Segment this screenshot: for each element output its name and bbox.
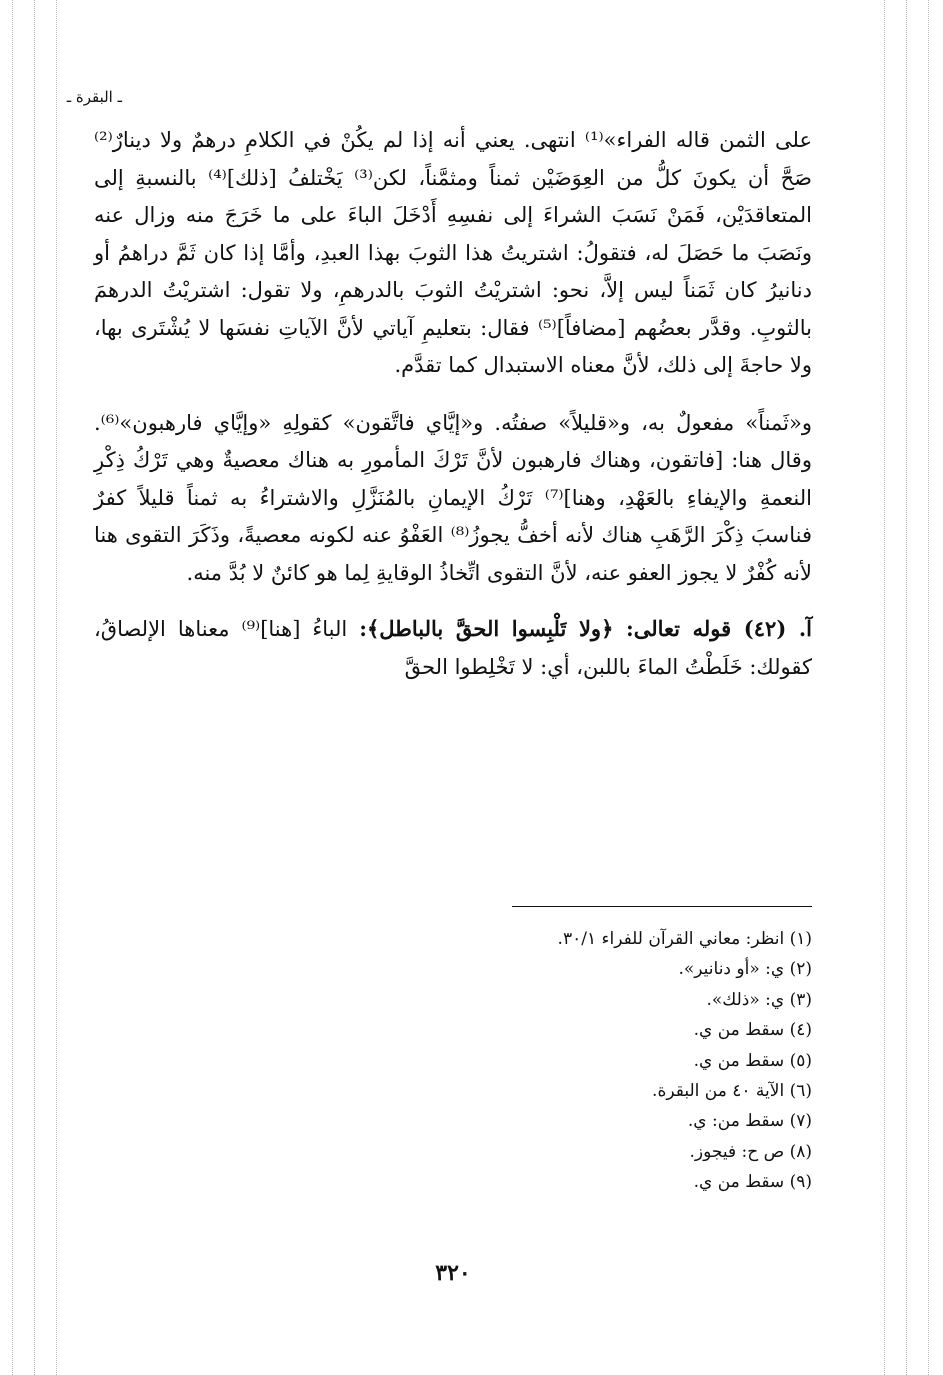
footnote: (٦) الآية ٤٠ من البقرة. [652, 1081, 812, 1102]
footnote: (٨) ص ح: فيجوز. [689, 1141, 812, 1162]
footnote: (١) انظر: معاني القرآن للفراء ٣٠/١. [557, 929, 812, 949]
footnote: (٤) سقط من ي. [693, 1020, 812, 1041]
paragraph-2: و«ثَمناً» مفعولٌ به، و«قليلاً» صفتُه. و«إيَّاي فاتَّقون» كقولِهِ «وإيَّاي فارهبون»⁽⁶⁾. وقال هنا: [فاتقون، وهناك فارهبون لأنَّ تَرْكَ المأمورِ به هناك معصيةٌ وهي تَرْكُ ذِكْرِ النعمةِ والإيفاءِ بالعَهْدِ، وهنا]⁽⁷⁾ تَرْكُ الإيمانِ بالمُنَزَّلِ والاشتراءُ به ثمناً قليلاً كفرٌ فناسبَ ذِكْرَ الرَّهَبِ هناك لأنه أخفُّ يجوزُ⁽⁸⁾ العَفْوُ عنه لكونه معصيةً، وذَكَرَ التقوى هنا لأنه كُفْرٌ لا يجوز العفو عنه، لأنَّ التقوى اتِّخاذُ الوقايةِ لِما هو كائنٌ لا بُدَّ منه. [94, 410, 813, 585]
footnote: (٢) ي: «أو دنانير». [678, 959, 812, 980]
paragraph-1: على الثمن قاله الفراء»⁽¹⁾ انتهى. يعني أنه إذا لم يكُنْ في الكلامِ درهمٌ ولا دينارٌ⁽²⁾ صَحَّ أن يكونَ كلُّ من العِوَضَيْن ثمناً ومثمَّناً، لكن⁽³⁾ يَخْتلفُ [ذلك]⁽⁴⁾ بالنسبةِ إلى المتعاقدَيْن، فَمَنْ نَسَبَ الشراءَ إلى نفسِهِ أَدْخَلَ الباءَ على ما خَرَجَ منه وزال عنه ونَصَبَ ما حَصَلَ له، فتقولُ: اشتريتُ هذا الثوبَ بهذا العبدِ، وأمَّا إذا كان ثَمَّ دراهمُ أو دنانيرُ كان ثَمَناً ليس إلاَّ، نحو: اشتريْتُ الثوبَ بالدرهمِ، ولا تقول: اشتريْتُ الدرهمَ بالثوبِ. وقدَّر بعضُهم [مضافاً]⁽⁵⁾ فقال: بتعليمِ آياتي لأنَّ الآياتِ نفسَها لا يُشْتَرى بها، ولا حاجةَ إلى ذلك، لأنَّ معناه الاستبدال كما تقدَّم. [94, 128, 812, 377]
scan-guide-line [906, 0, 907, 1375]
running-head: ـ البقرة ـ [66, 88, 122, 106]
footnote: (٧) سقط من: ي. [687, 1111, 812, 1132]
scan-guide-line [884, 0, 885, 1375]
footnote: (٥) سقط من ي. [693, 1050, 812, 1071]
scan-guide-line [928, 0, 929, 1375]
verse-heading: آ. (٤٢) قوله تعالى: ﴿ولا تَلْبِسوا الحقَّ بالباطل﴾: [359, 616, 813, 641]
footnote-separator [512, 906, 812, 907]
page-number: ٣٢٠ [435, 1260, 471, 1286]
paragraph-3 [94, 610, 812, 686]
scan-guide-line [56, 0, 57, 1375]
book-page [66, 72, 813, 1332]
footnotes [94, 924, 812, 1198]
paragraph-3-text: الباءُ [هنا]⁽⁹⁾ معناها الإلصاقُ، كقولك: خَلَطْتُ الماءَ باللبن، أي: لا تَخْلِطوا الحقَّ [94, 617, 812, 679]
footnote: (٣) ي: «ذلك». [706, 989, 812, 1010]
footnote: (٩) سقط من ي. [693, 1172, 812, 1193]
main-text [94, 122, 812, 686]
scan-guide-line [12, 0, 13, 1375]
scan-guide-line [34, 0, 35, 1375]
